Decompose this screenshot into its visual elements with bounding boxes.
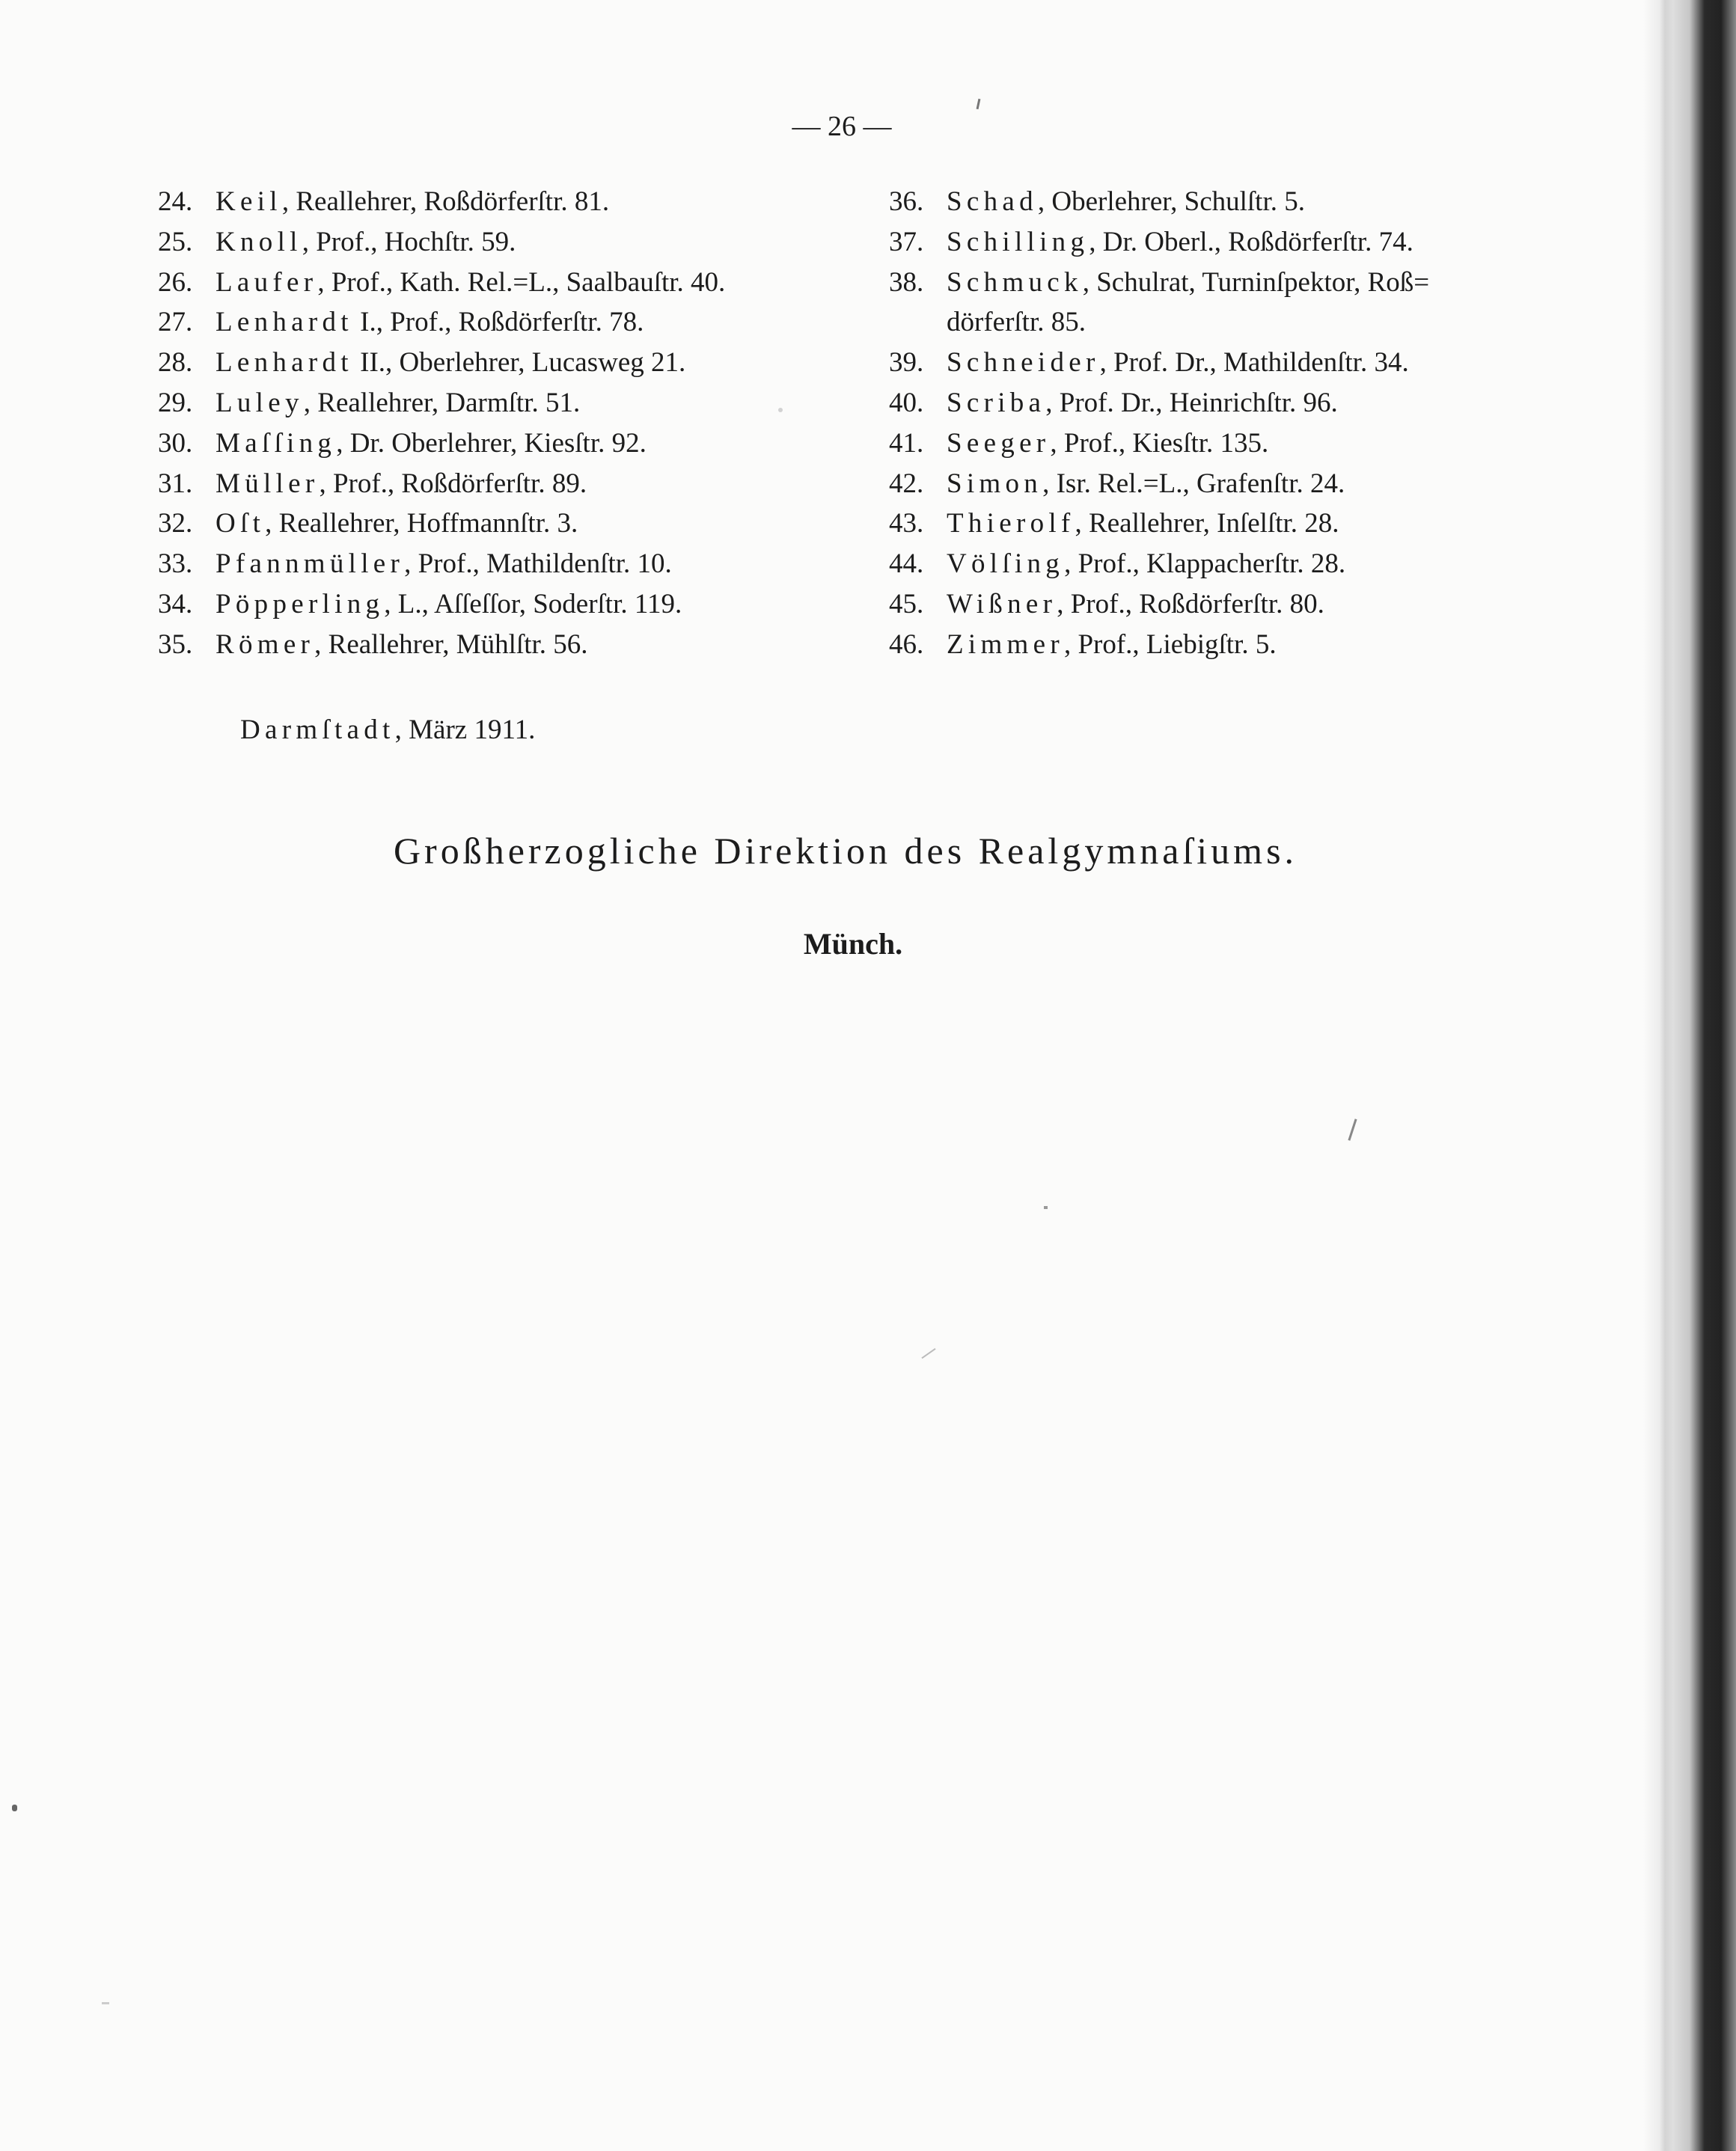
entry-number: 37.: [889, 226, 924, 257]
entry-name: Knoll: [216, 226, 302, 257]
directory-entry: [889, 222, 1607, 263]
entry-details: , Reallehrer, Darmſtr. 51.: [303, 387, 581, 418]
entry-name: Müller: [216, 468, 320, 499]
entry-number: 46.: [889, 628, 924, 660]
entry-details: , Prof., Hochſtr. 59.: [302, 226, 516, 257]
entry-number: 29.: [158, 387, 193, 418]
directory-entry: [158, 584, 876, 625]
entry-name: Luley: [216, 387, 304, 418]
entry-name: Keil: [216, 186, 282, 217]
scan-speck: [921, 1348, 935, 1359]
signature-name: Münch.: [803, 927, 903, 961]
entry-details: , Dr. Oberlehrer, Kiesſtr. 92.: [336, 427, 647, 459]
entry-details: , Prof., Klappacherſtr. 28.: [1064, 548, 1346, 580]
scan-speck: [977, 99, 981, 109]
directory-entry: [158, 504, 876, 544]
directory-entry: [889, 625, 1607, 665]
scan-speck: [102, 2002, 109, 2004]
directory-entry: [889, 584, 1607, 625]
entry-details: , Reallehrer, Mühlſtr. 56.: [314, 628, 588, 660]
entry-number: 24.: [158, 186, 193, 217]
directory-entry: [158, 544, 876, 584]
entry-details: , Prof., Mathildenſtr. 10.: [404, 548, 672, 580]
entry-details: I., Prof., Roßdörferſtr. 78.: [352, 307, 644, 338]
directory-entry: [889, 544, 1607, 584]
directory-entry: [158, 423, 876, 464]
entry-number: 38.: [889, 266, 924, 298]
left-column: [158, 182, 876, 665]
directory-entry: [158, 222, 876, 263]
directory-entry: [889, 504, 1607, 544]
entry-number: 42.: [889, 468, 924, 499]
entry-number: 33.: [158, 548, 193, 580]
binding-edge-shadow: [1643, 0, 1736, 2151]
entry-name: Schilling: [947, 226, 1089, 257]
entry-name: Simon: [947, 468, 1043, 499]
entry-details: , Reallehrer, Inſelſtr. 28.: [1075, 508, 1339, 539]
entry-details: , Reallehrer, Roßdörferſtr. 81.: [281, 186, 610, 217]
entry-name: Schad: [947, 186, 1038, 217]
entry-name: Zimmer: [947, 628, 1064, 660]
entry-details: , Prof., Kath. Rel.=L., Saalbauſtr. 40.: [317, 266, 726, 298]
entry-details: , Dr. Oberl., Roßdörferſtr. 74.: [1089, 226, 1413, 257]
entry-number: 26.: [158, 266, 193, 298]
entry-number: 43.: [889, 508, 924, 539]
entry-details: , Prof. Dr., Mathildenſtr. 34.: [1099, 347, 1409, 379]
entry-details: , Prof., Kiesſtr. 135.: [1050, 427, 1269, 459]
entry-details: , Prof., Roßdörferſtr. 89.: [319, 468, 587, 499]
entry-number: 40.: [889, 387, 924, 418]
scan-speck: [1348, 1119, 1357, 1140]
entry-details: , Oberlehrer, Schulſtr. 5.: [1037, 186, 1305, 217]
entry-name: Wißner: [947, 588, 1057, 619]
date-line: [240, 710, 535, 750]
entry-details: II., Oberlehrer, Lucasweg 21.: [352, 347, 686, 379]
directory-entry: [158, 625, 876, 665]
entry-name: Schmuck: [947, 266, 1083, 298]
entry-number: 35.: [158, 628, 193, 660]
directory-entry: [889, 464, 1607, 504]
entry-name: Lenhardt: [216, 307, 353, 338]
scan-speck: [12, 1805, 17, 1811]
entry-number: 25.: [158, 226, 193, 257]
entry-name: Pfannmüller: [216, 548, 405, 580]
directory-entry: [889, 343, 1607, 383]
right-column: [889, 182, 1607, 665]
entry-number: 30.: [158, 427, 193, 459]
entry-name: Thierolf: [947, 508, 1075, 539]
directory-entry: [158, 182, 876, 222]
directory-entry: [158, 383, 876, 423]
entry-number: 41.: [889, 427, 924, 459]
entry-name: Schneider: [947, 347, 1100, 379]
entry-name: Maſſing: [216, 427, 337, 459]
entry-number: 27.: [158, 307, 193, 338]
entry-name: Völſing: [947, 548, 1065, 580]
directory-entry: [889, 182, 1607, 222]
scan-speck: [1044, 1206, 1048, 1209]
entry-number: 36.: [889, 186, 924, 217]
entry-details: , Prof. Dr., Heinrichſtr. 96.: [1045, 387, 1338, 418]
entry-number: 32.: [158, 508, 193, 539]
entry-name: Pöpperling: [216, 588, 385, 619]
date-place: Darmſtadt: [240, 715, 395, 745]
entry-number: 45.: [889, 588, 924, 619]
scan-speck: [778, 408, 783, 412]
entry-name: Seeger: [947, 427, 1051, 459]
entry-number: 31.: [158, 468, 193, 499]
directory-entry: [158, 302, 876, 343]
entry-name: Lenhardt: [216, 347, 353, 379]
entry-number: 28.: [158, 347, 193, 379]
entry-details: , Prof., Roßdörferſtr. 80.: [1057, 588, 1324, 619]
directory-entry-continuation: [889, 302, 1607, 343]
entry-details: , Prof., Liebigſtr. 5.: [1063, 628, 1277, 660]
directory-entry: [158, 263, 876, 303]
entry-details: , L., Aſſeſſor, Soderſtr. 119.: [384, 588, 682, 619]
directory-entry: [158, 464, 876, 504]
entry-number: 39.: [889, 347, 924, 379]
directory-entry: [889, 263, 1607, 303]
entry-details: , Isr. Rel.=L., Grafenſtr. 24.: [1042, 468, 1345, 499]
entry-name: Laufer: [216, 266, 318, 298]
entry-name: Oſt: [216, 508, 266, 539]
entry-details: , Schulrat, Turninſpektor, Roß=: [1082, 266, 1430, 298]
date-text: , März 1911.: [394, 715, 536, 745]
directory-entry: [889, 383, 1607, 423]
entry-name: Römer: [216, 628, 315, 660]
directory-entry: [158, 343, 876, 383]
entry-number: 34.: [158, 588, 193, 619]
entry-details-continuation: dörferſtr. 85.: [947, 307, 1086, 338]
entry-number: 44.: [889, 548, 924, 580]
page-number: — 26 —: [792, 111, 892, 142]
signature-heading: Großherzogliche Direktion des Realgymnaſiums.: [393, 830, 1298, 872]
entry-name: Scriba: [947, 387, 1046, 418]
directory-entry: [889, 423, 1607, 464]
entry-details: , Reallehrer, Hoffmannſtr. 3.: [265, 508, 578, 539]
